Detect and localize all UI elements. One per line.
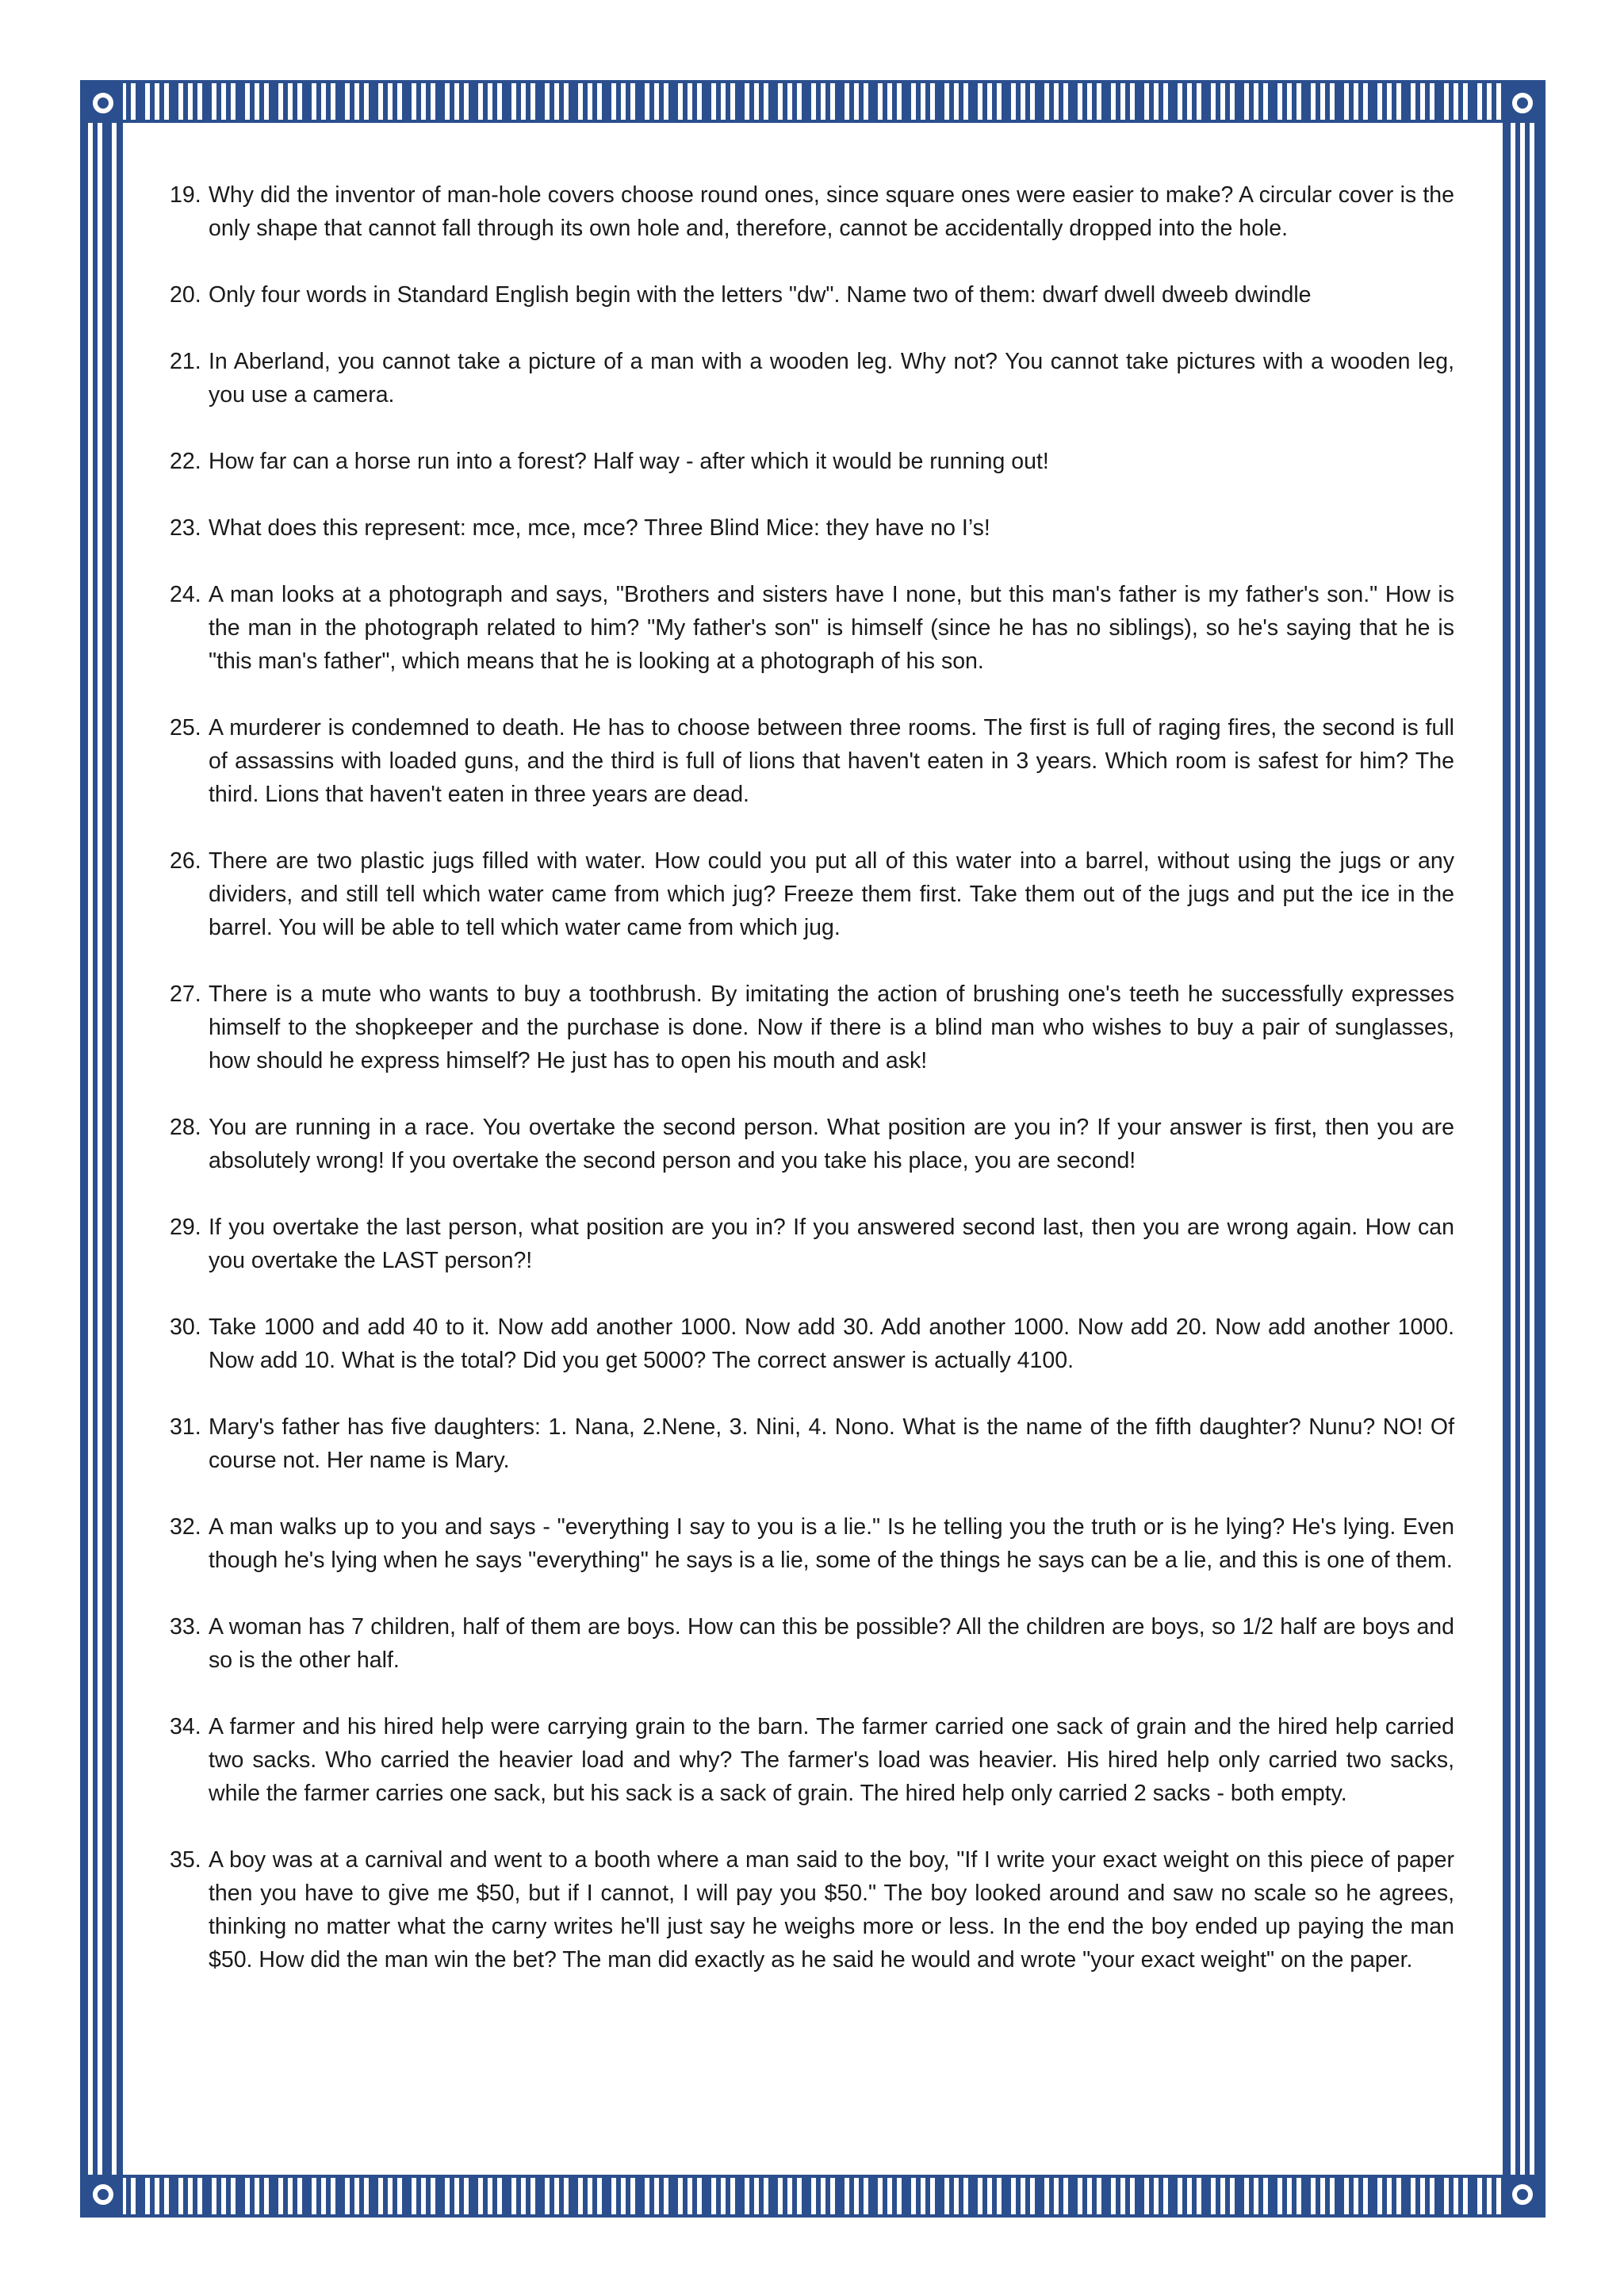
riddle-list-container [170,178,1454,2010]
riddle-list [170,178,1454,1976]
riddle-text: Take 1000 and add 40 to it. Now add another 1000. Now add 30. Add another 1000. Now add 20. Now add another 1000. Now add 10. What is the total? Did you get 5000? The correct answer is actually 4100. [209,1314,1454,1373]
riddle-number: 26. [170,848,201,874]
riddle-item [170,1710,1454,1810]
riddle-number: 25. [170,715,201,740]
riddle-number: 22. [170,449,201,474]
border-corner-ornament-icon [83,2175,123,2214]
riddle-number: 23. [170,515,201,541]
riddle-text: Only four words in Standard English begin with the letters "dw". Name two of them: dwarf dwell dweeb dwindle [209,282,1312,308]
riddle-item [170,1610,1454,1677]
riddle-number: 31. [170,1414,201,1440]
riddle-text: You are running in a race. You overtake the second person. What position are you in? If your answer is first, then you are absolutely wrong! If you overtake the second person and you take his place, you are second! [209,1115,1454,1173]
riddle-item [170,1410,1454,1477]
riddle-text: If you overtake the last person, what position are you in? If you answered second last, then you are wrong again. How can you overtake the LAST person?! [209,1215,1454,1273]
riddle-item [170,1311,1454,1377]
riddle-text: Mary's father has five daughters: 1. Nana, 2.Nene, 3. Nini, 4. Nono. What is the name of the fifth daughter? Nunu? NO! Of course not. Her name is Mary. [209,1414,1454,1473]
riddle-text: What does this represent: mce, mce, mce? Three Blind Mice: they have no I’s! [209,515,990,541]
riddle-number: 33. [170,1614,201,1640]
border-corner-ornament-icon [1503,83,1542,123]
riddle-number: 24. [170,582,201,607]
riddle-item [170,1211,1454,1277]
riddle-text: There are two plastic jugs filled with water. How could you put all of this water into a barrel, without using the jugs or any dividers, and still tell which water came from which jug? Freeze them first. Take them out of the jugs and put the ice in the barrel. You will be able to tell which water came from which jug. [209,848,1454,940]
riddle-item [170,445,1454,478]
riddle-number: 20. [170,282,201,308]
riddle-text: A farmer and his hired help were carrying grain to the barn. The farmer carried one sack of grain and the hired help carried two sacks. Who carried the heavier load and why? The farmer's load was heavier. His hired help only carried two sacks, while the farmer carries one sack, but his sack is a sack of grain. The hired help only carried 2 sacks - both empty. [209,1714,1454,1806]
riddle-number: 34. [170,1714,201,1739]
riddle-item [170,1510,1454,1577]
riddle-number: 32. [170,1514,201,1540]
border-corner-ornament-icon [83,83,123,123]
riddle-number: 28. [170,1115,201,1140]
riddle-text: A woman has 7 children, half of them are boys. How can this be possible? All the children are boys, so 1/2 half are boys and so is the other half. [209,1614,1454,1673]
riddle-item [170,278,1454,312]
riddle-item [170,511,1454,545]
riddle-text: There is a mute who wants to buy a toothbrush. By imitating the action of brushing one's teeth he successfully expresses himself to the shopkeeper and the purchase is done. Now if there is a blind man who wishes to buy a pair of sunglasses, how should he express himself? He just has to open his mouth and ask! [209,982,1454,1073]
riddle-number: 30. [170,1314,201,1340]
riddle-text: Why did the inventor of man-hole covers choose round ones, since square ones were easier to make? A circular cover is the only shape that cannot fall through its own hole and, therefore, cannot be accidentally dropped into the hole. [209,182,1454,241]
riddle-text: A boy was at a carnival and went to a booth where a man said to the boy, "If I write your exact weight on this piece of paper then you have to give me $50, but if I cannot, I will pay you $50." The boy looked around and saw no scale so he agrees, thinking no matter what the carny writes he'll just say he weighs more or less. In the end the boy ended up paying the man $50. How did the man win the bet? The man did exactly as he said he would and wrote "your exact weight" on the paper. [209,1847,1454,1973]
riddle-text: A man looks at a photograph and says, "Brothers and sisters have I none, but this man's father is my father's son." How is the man in the photograph related to him? "My father's son" is himself (since he has no siblings), so he's saying that he is "this man's father", which means that he is looking at a photograph of his son. [209,582,1454,674]
riddle-text: In Aberland, you cannot take a picture of a man with a wooden leg. Why not? You cannot take pictures with a wooden leg, you use a camera. [209,349,1454,408]
riddle-item [170,178,1454,245]
riddle-number: 29. [170,1215,201,1240]
riddle-item [170,978,1454,1077]
riddle-item [170,1843,1454,1976]
riddle-text: How far can a horse run into a forest? Half way - after which it would be running out! [209,449,1049,474]
riddle-number: 19. [170,182,201,208]
riddle-number: 35. [170,1847,201,1873]
riddle-item [170,578,1454,678]
riddle-number: 27. [170,982,201,1007]
riddle-number: 21. [170,349,201,374]
riddle-item [170,711,1454,811]
riddle-item [170,1111,1454,1177]
riddle-item [170,345,1454,411]
riddle-text: A murderer is condemned to death. He has to choose between three rooms. The first is full of raging fires, the second is full of assassins with loaded guns, and the third is full of lions that haven't eaten in 3 years. Which room is safest for him? The third. Lions that haven't eaten in three years are dead. [209,715,1454,807]
border-corner-ornament-icon [1503,2175,1542,2214]
riddle-text: A man walks up to you and says - "everything I say to you is a lie." Is he telling you the truth or is he lying? He's lying. Even though he's lying when he says "everything" he says is a lie, some of the things he says can be a lie, and this is one of them. [209,1514,1454,1573]
riddle-item [170,844,1454,944]
